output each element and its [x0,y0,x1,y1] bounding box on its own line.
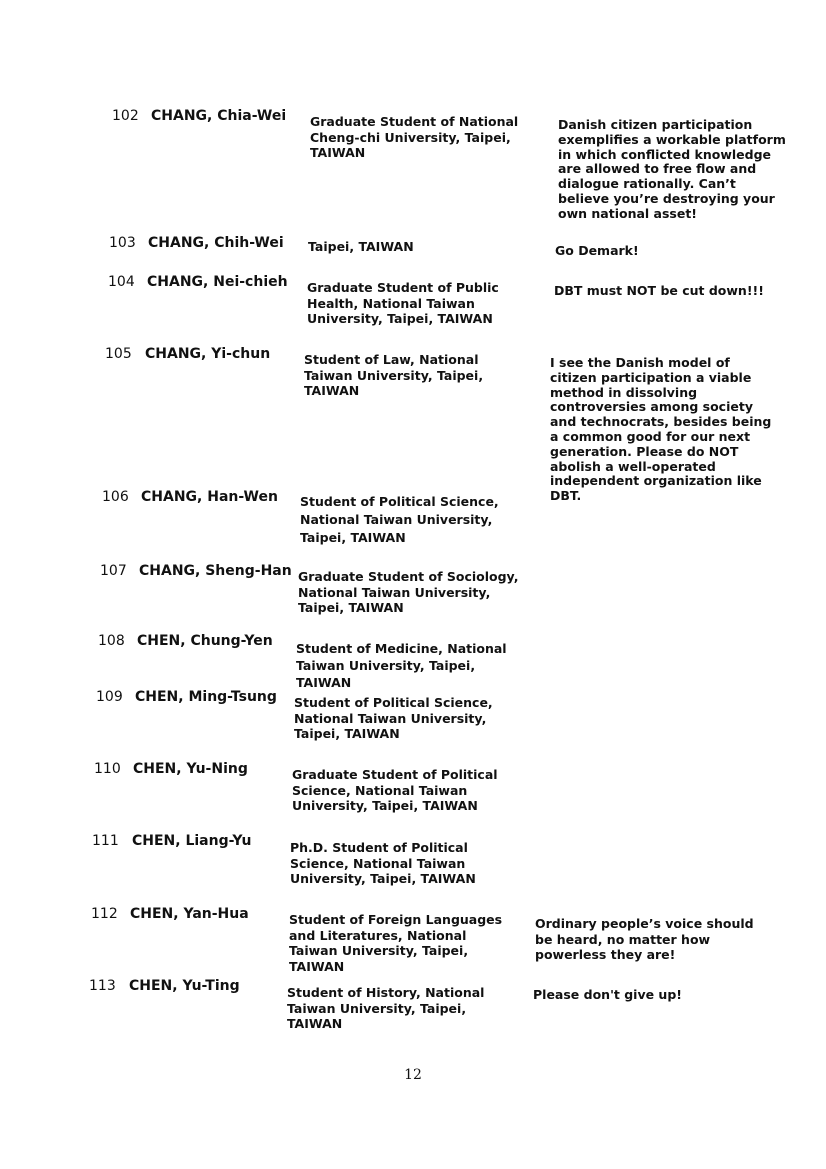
signatory-affiliation: Student of Law, National Taiwan University, Taipei, TAIWAN [304,352,484,398]
signatory-comment: Go Demark! [555,243,639,258]
signatory-comment: I see the Danish model of citizen participation a viable method in dissolving controversies among society and technocrats, besides being a common good for our next generation. Please do NOT abolish a well-operated independent organization like DBT. [550,355,772,504]
signatory-name: CHANG, Nei-chieh [147,274,288,290]
page-number: 12 [404,1067,422,1083]
signatory-name: CHANG, Chia-Wei [151,108,287,124]
signatory-name: CHEN, Chung-Yen [137,633,273,649]
signatory-affiliation: Ph.D. Student of Political Science, National Taiwan University, Taipei, TAIWAN [290,840,476,886]
signatory-name: CHEN, Ming-Tsung [135,689,277,705]
entry-number: 107 [100,563,127,579]
signatory-affiliation: Graduate Student of Sociology, National Taiwan University, Taipei, TAIWAN [298,569,519,615]
signatory-affiliation: Student of Political Science, National Taiwan University, Taipei, TAIWAN [300,494,499,545]
signatory-name: CHANG, Yi-chun [145,346,271,362]
signatory-affiliation: Taipei, TAIWAN [308,239,414,254]
signatory-name: CHEN, Yan-Hua [130,906,249,922]
signatory-name: CHEN, Yu-Ting [129,978,240,994]
entry-number: 108 [98,633,125,649]
entry-number: 113 [89,978,116,994]
signatory-comment: Danish citizen participation exemplifies a workable platform in which conflicted knowledge are allowed to free flow and dialogue rationally. Can’t believe you’re destroying your own national asset! [558,117,786,221]
signatory-affiliation: Graduate Student of Public Health, National Taiwan University, Taipei, TAIWAN [307,280,499,326]
signatory-comment: Please don't give up! [533,987,682,1002]
entry-number: 111 [92,833,119,849]
signatory-name: CHANG, Han-Wen [141,489,278,505]
signatory-affiliation: Student of Medicine, National Taiwan University, Taipei, TAIWAN [296,641,507,690]
entry-number: 102 [112,108,139,124]
signatory-name: CHANG, Chih-Wei [148,235,284,251]
signatory-affiliation: Student of History, National Taiwan University, Taipei, TAIWAN [287,985,485,1031]
signatory-name: CHEN, Liang-Yu [132,833,252,849]
signatory-name: CHEN, Yu-Ning [133,761,248,777]
signatory-affiliation: Student of Foreign Languages and Literatures, National Taiwan University, Taipei, TAIWAN [289,912,503,974]
signatory-affiliation: Graduate Student of Political Science, National Taiwan University, Taipei, TAIWAN [292,767,498,813]
entry-number: 112 [91,906,118,922]
signatory-comment: Ordinary people’s voice should be heard, no matter how powerless they are! [535,916,754,962]
entry-number: 109 [96,689,123,705]
entry-number: 103 [109,235,136,251]
entry-number: 104 [108,274,135,290]
signatory-affiliation: Graduate Student of National Cheng-chi University, Taipei, TAIWAN [310,114,519,160]
signatory-affiliation: Student of Political Science, National Taiwan University, Taipei, TAIWAN [294,695,493,741]
entry-number: 106 [102,489,129,505]
signatory-name: CHANG, Sheng-Han [139,563,292,579]
entry-number: 110 [94,761,121,777]
entry-number: 105 [105,346,132,362]
signatory-comment: DBT must NOT be cut down!!! [554,283,764,298]
